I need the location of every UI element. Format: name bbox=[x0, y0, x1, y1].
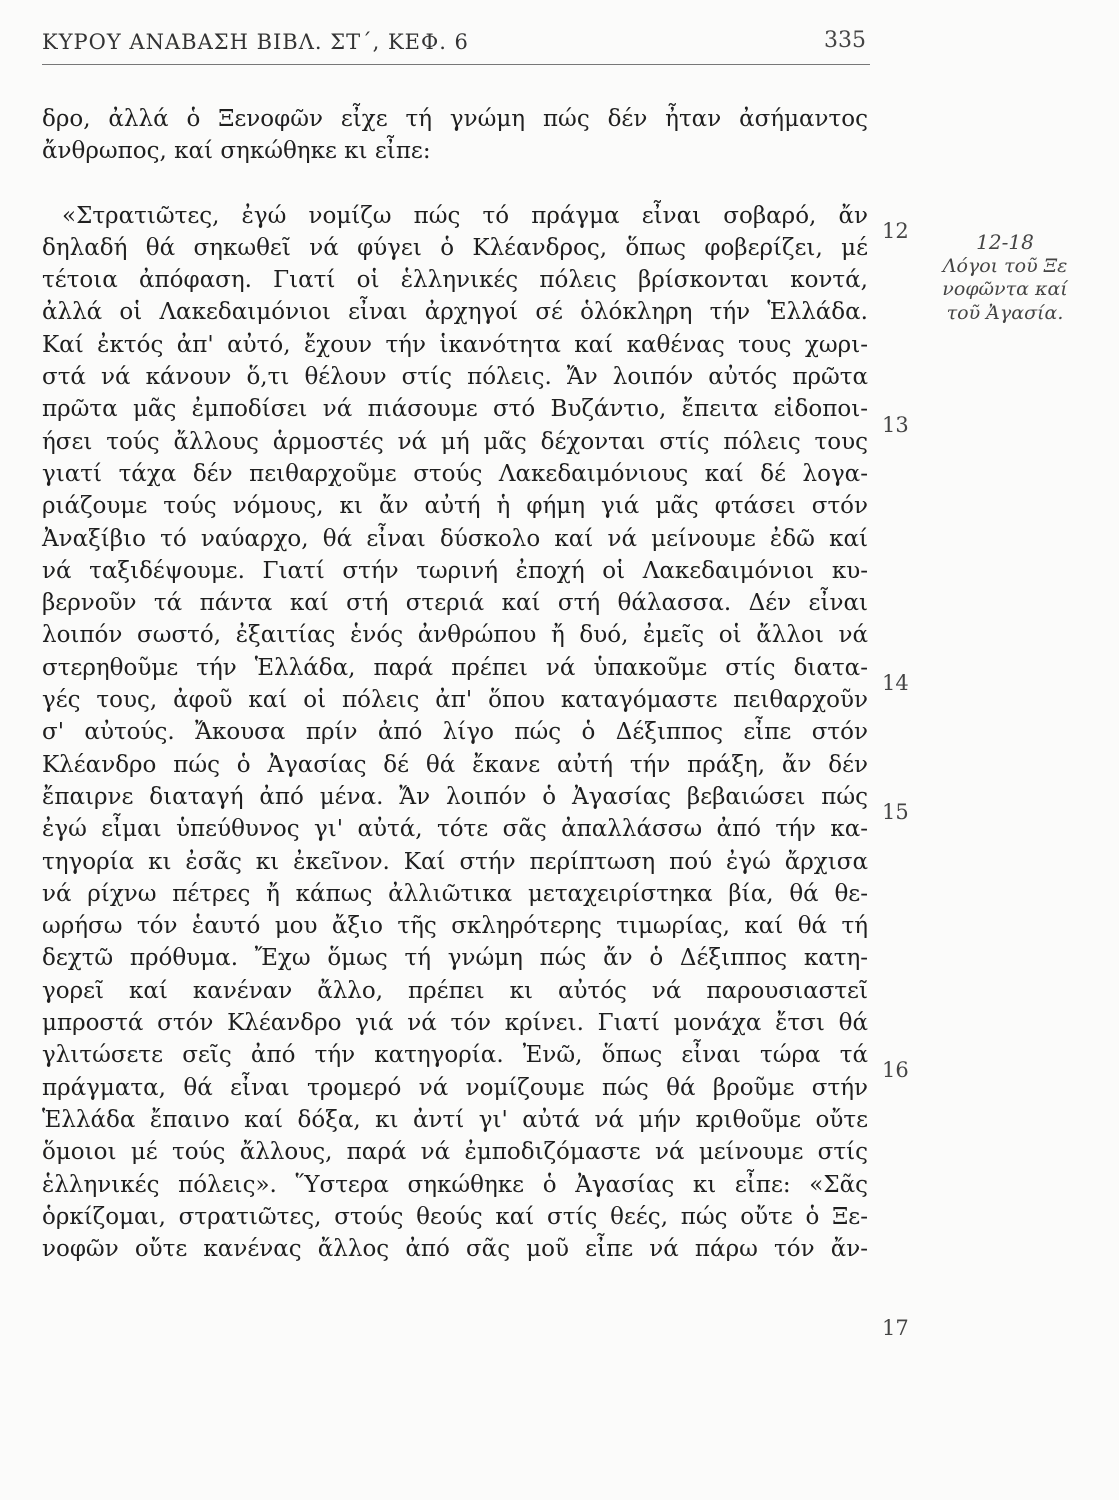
text-line: νά ταξιδέψουμε. Γιατί στήν τωρινή ἐποχή οἱ Λακεδαιμόνιοι κυ- bbox=[42, 557, 868, 584]
text-line: στά νά κάνουν ὅ,τι θέλουν στίς πόλεις. Ἄν λοιπόν αὐτός πρῶτα bbox=[42, 364, 868, 391]
text-line: ριάζουμε τούς νόμους, κι ἄν αὐτή ἡ φήμη γιά μᾶς φτάσει στόν bbox=[42, 493, 868, 520]
text-line: μπροστά στόν Κλέανδρο γιά νά τόν κρίνει. Γιατί μονάχα ἔτσι θά bbox=[42, 1010, 868, 1037]
section-number: 17 bbox=[882, 1316, 909, 1340]
margin-note-range: 12-18 bbox=[976, 230, 1034, 254]
text-line: ήσει τούς ἄλλους ἁρμοστές νά μή μᾶς δέχονται στίς πόλεις τους bbox=[42, 428, 868, 455]
margin-note-line: Λόγοι τοῦ Ξε bbox=[942, 254, 1068, 277]
text-line: στερηθοῦμε τήν Ἑλλάδα, παρά πρέπει νά ὑπακοῦμε στίς διατα- bbox=[42, 654, 868, 681]
margin-note bbox=[920, 231, 1090, 325]
text-line: ἔπαιρνε διαταγή ἀπό μένα. Ἄν λοιπόν ὁ Ἀγασίας βεβαιώσει πώς bbox=[42, 783, 868, 810]
text-line: βερνοῦν τά πάντα καί στή στεριά καί στή θάλασσα. Δέν εἶναι bbox=[42, 590, 868, 617]
text-line: δηλαδή θά σηκωθεῖ νά φύγει ὁ Κλέανδρος, ὅπως φοβερίζει, μέ bbox=[42, 234, 868, 261]
margin-note-line: τοῦ Ἀγασία. bbox=[946, 301, 1064, 324]
text-line: ἑλληνικές πόλεις». Ὕστερα σηκώθηκε ὁ Ἀγασίας κι εἶπε: «Σᾶς bbox=[42, 1171, 868, 1198]
text-line: Καί ἐκτός ἀπ' αὐτό, ἔχουν τήν ἱκανότητα καί καθένας τους χωρι- bbox=[42, 331, 868, 358]
page-number: 335 bbox=[824, 28, 866, 53]
text-line: γιατί τάχα δέν πειθαρχοῦμε στούς Λακεδαιμόνιους καί δέ λογα- bbox=[42, 460, 868, 487]
running-title: ΚΥΡΟΥ ΑΝΑΒΑΣΗ ΒΙΒΛ. ΣΤ΄, ΚΕΦ. 6 bbox=[42, 30, 469, 54]
paragraph-1 bbox=[42, 103, 868, 168]
page-header bbox=[42, 26, 870, 65]
text-line: ὁρκίζομαι, στρατιῶτες, στούς θεούς καί στίς θεές, πώς οὔτε ὁ Ξε- bbox=[42, 1203, 868, 1230]
text-line: «Στρατιῶτες, ἐγώ νομίζω πώς τό πράγμα εἶναι σοβαρό, ἄν bbox=[62, 202, 868, 229]
body-text bbox=[42, 103, 868, 1265]
text-line: νοφῶν οὔτε κανένας ἄλλος ἀπό σᾶς μοῦ εἶπε νά πάρω τόν ἄν- bbox=[42, 1236, 868, 1263]
section-number: 13 bbox=[882, 413, 909, 437]
text-line: νά ρίχνω πέτρες ἤ κάπως ἀλλιῶτικα μεταχειρίστηκα βία, θά θε- bbox=[42, 880, 868, 907]
text-line: πράγματα, θά εἶναι τρομερό νά νομίζουμε πώς θά βροῦμε στήν bbox=[42, 1074, 868, 1101]
text-line: γλιτώσετε σεῖς ἀπό τήν κατηγορία. Ἐνῶ, ὅπως εἶναι τώρα τά bbox=[42, 1042, 868, 1069]
text-line: γές τους, ἀφοῦ καί οἱ πόλεις ἀπ' ὅπου καταγόμαστε πειθαρχοῦν bbox=[42, 687, 868, 714]
text-line: Ἑλλάδα ἔπαινο καί δόξα, κι ἀντί γι' αὐτά νά μήν κριθοῦμε οὔτε bbox=[42, 1106, 868, 1133]
text-line: πρῶτα μᾶς ἐμποδίσει νά πιάσουμε στό Βυζάντιο, ἔπειτα εἰδοποι- bbox=[42, 396, 868, 423]
margin-note-line: νοφῶντα καί bbox=[942, 278, 1068, 300]
section-number: 16 bbox=[882, 1058, 909, 1082]
text-line: σ' αὐτούς. Ἄκουσα πρίν ἀπό λίγο πώς ὁ Δέξιππος εἶπε στόν bbox=[42, 719, 868, 746]
text-line: λοιπόν σωστό, ἐξαιτίας ἑνός ἀνθρώπου ἤ δυό, ἐμεῖς οἱ ἄλλοι νά bbox=[42, 622, 868, 649]
text-line: ἐγώ εἶμαι ὑπεύθυνος γι' αὐτά, τότε σᾶς ἀπαλλάσσω ἀπό τήν κα- bbox=[42, 816, 868, 843]
text-line: δεχτῶ πρόθυμα. Ἔχω ὅμως τή γνώμη πώς ἄν ὁ Δέξιππος κατη- bbox=[42, 945, 868, 972]
paragraph-2 bbox=[42, 200, 868, 1266]
text-line: Κλέανδρο πώς ὁ Ἀγασίας δέ θά ἔκανε αὐτή τήν πράξη, ἄν δέν bbox=[42, 751, 868, 778]
section-number: 12 bbox=[882, 219, 909, 243]
text-line: γορεῖ καί κανέναν ἄλλο, πρέπει κι αὐτός νά παρουσιαστεῖ bbox=[42, 977, 868, 1004]
text-line: Ἀναξίβιο τό ναύαρχο, θά εἶναι δύσκολο καί νά μείνουμε ἐδῶ καί bbox=[42, 525, 868, 552]
text-line: ωρήσω τόν ἑαυτό μου ἄξιο τῆς σκληρότερης τιμωρίας, καί θά τή bbox=[42, 913, 868, 940]
text-line: τέτοια ἀπόφαση. Γιατί οἱ ἑλληνικές πόλεις βρίσκονται κοντά, bbox=[42, 267, 868, 294]
section-number: 15 bbox=[882, 800, 909, 824]
text-line: ἄνθρωπος, καί σηκώθηκε κι εἶπε: bbox=[42, 138, 431, 165]
text-line: ἀλλά οἱ Λακεδαιμόνιοι εἶναι ἀρχηγοί σέ ὁλόκληρη τήν Ἑλλάδα. bbox=[42, 299, 868, 326]
text-line: τηγορία κι ἐσᾶς κι ἐκεῖνον. Καί στήν περίπτωση πού ἐγώ ἄρχισα bbox=[42, 848, 868, 875]
text-line: δρο, ἀλλά ὁ Ξενοφῶν εἶχε τή γνώμη πώς δέν ἦταν ἀσήμαντος bbox=[42, 106, 868, 132]
text-line: ὅμοιοι μέ τούς ἄλλους, παρά νά ἐμποδιζόμαστε νά μείνουμε στίς bbox=[42, 1139, 868, 1166]
section-number: 14 bbox=[882, 671, 909, 695]
